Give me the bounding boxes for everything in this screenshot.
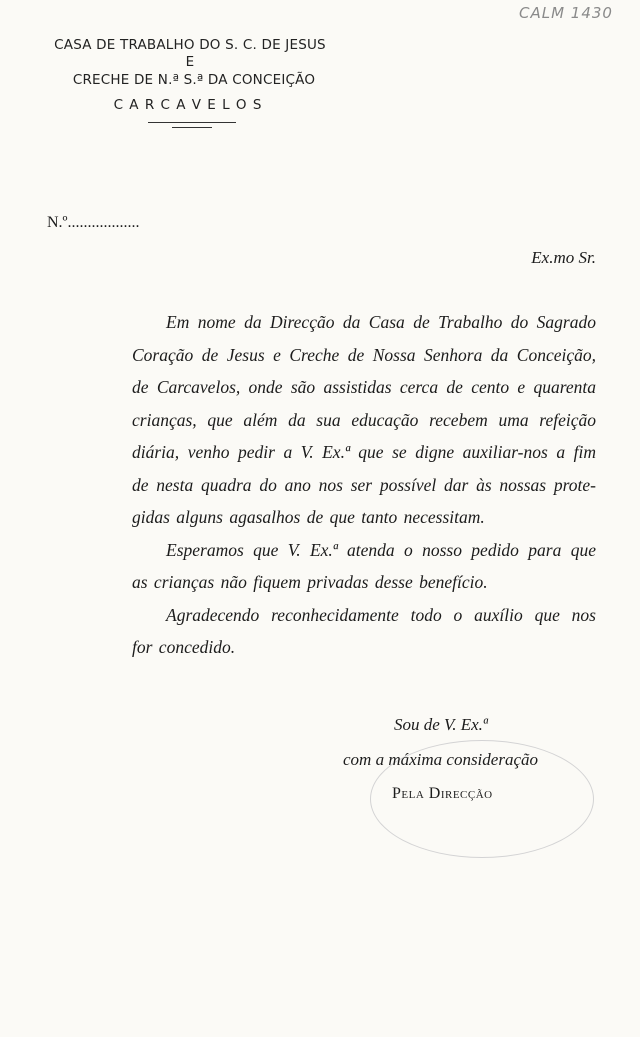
- archive-reference: CALM 1430: [519, 4, 613, 22]
- body-line: for concedido.: [132, 637, 236, 657]
- body-line: de nesta quadra do ano nos ser possível dar às nossas prote-: [132, 475, 596, 495]
- reference-number-field: N.º..................: [47, 214, 140, 231]
- body-line: gidas alguns agasalhos de que tanto necessitam.: [132, 507, 485, 527]
- letterhead-line-2: E: [185, 54, 195, 70]
- body-line: Em nome da Direcção da Casa de Trabalho do Sagrado: [166, 312, 596, 332]
- body-line: as crianças não fiquem privadas desse benefício.: [132, 572, 488, 592]
- body-line: Esperamos que V. Ex.ª atenda o nosso pedido para que: [166, 540, 596, 560]
- body-line: Agradecendo reconhecidamente todo o auxílio que nos: [166, 605, 596, 625]
- letterhead-line-3: CRECHE DE N.ª S.ª DA CONCEIÇÃO: [72, 72, 316, 88]
- body-line: de Carcavelos, onde são assistidas cerca de cento e quarenta: [132, 377, 596, 397]
- letterhead-line-4: C A R C A V E L O S: [113, 97, 263, 113]
- salutation: Ex.mo Sr.: [531, 248, 596, 267]
- body-line: crianças, que além da sua educação recebem uma refeição: [132, 410, 596, 430]
- signature-line: Pela Direcção: [392, 785, 493, 802]
- body-line: diária, venho pedir a V. Ex.ª que se digne auxiliar-nos a fim: [132, 442, 596, 462]
- body-line: Coração de Jesus e Creche de Nossa Senhora da Conceição,: [132, 345, 596, 365]
- divider-rule-short: [172, 127, 212, 128]
- closing-line-1: Sou de V. Ex.ª: [394, 715, 488, 734]
- divider-rule: [148, 122, 236, 123]
- letterhead-line-1: CASA DE TRABALHO DO S. C. DE JESUS: [54, 37, 326, 53]
- closing-line-2: com a máxima consideração: [343, 750, 538, 769]
